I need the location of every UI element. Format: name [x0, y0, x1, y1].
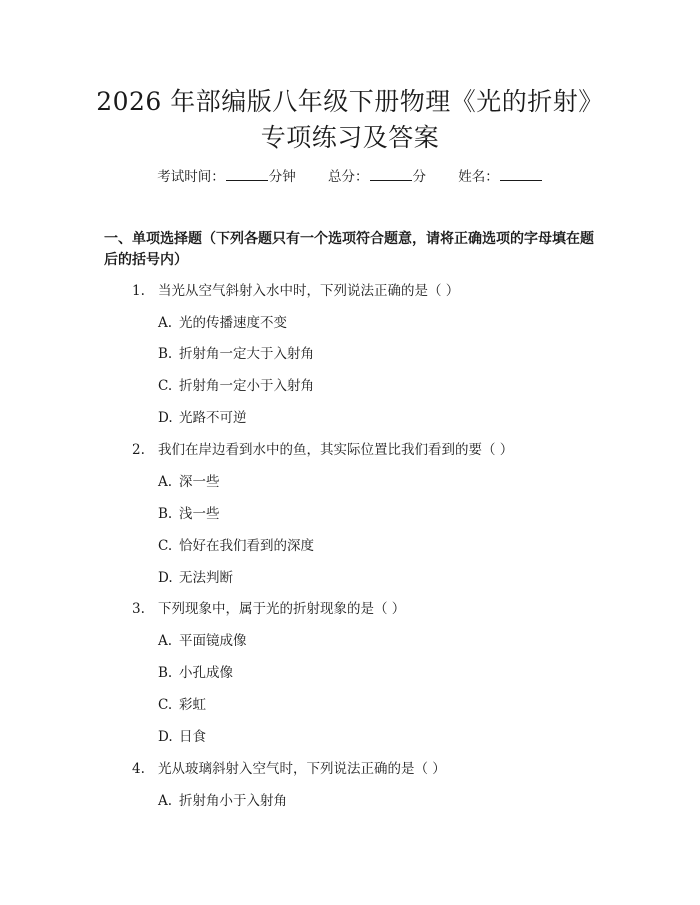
option-letter: B. — [158, 506, 173, 522]
question-number: 1. — [132, 283, 145, 299]
student-name-label: 姓名： — [458, 169, 499, 185]
option-text: 平面镜成像 — [179, 633, 247, 649]
question-1 — [132, 281, 459, 301]
option-letter: C. — [158, 378, 173, 394]
question-text: 当光从空气斜射入水中时，下列说法正确的是（ ） — [158, 283, 460, 299]
total-score-field — [328, 169, 430, 185]
option-text: 浅一些 — [179, 506, 220, 522]
question-1-option-c[interactable] — [158, 376, 314, 396]
option-letter: C. — [158, 697, 173, 713]
option-letter: B. — [158, 665, 173, 681]
option-text: 光的传播速度不变 — [179, 315, 287, 331]
exam-meta-line — [0, 166, 700, 188]
question-text: 光从玻璃斜射入空气时，下列说法正确的是（ ） — [158, 761, 446, 777]
option-text: 深一些 — [179, 474, 220, 490]
option-text: 折射角一定小于入射角 — [179, 378, 314, 394]
total-score-label: 总分： — [328, 169, 369, 185]
option-letter: A. — [158, 315, 173, 331]
option-text: 折射角一定大于入射角 — [179, 346, 314, 362]
option-text: 无法判断 — [179, 570, 233, 586]
question-number: 2. — [132, 442, 145, 458]
question-3-option-a[interactable] — [158, 631, 247, 651]
question-1-option-b[interactable] — [158, 344, 314, 364]
option-text: 小孔成像 — [179, 665, 233, 681]
question-number: 3. — [132, 601, 145, 617]
option-letter: A. — [158, 633, 173, 649]
option-text: 彩虹 — [179, 697, 206, 713]
question-2 — [132, 440, 513, 460]
question-2-option-b[interactable] — [158, 504, 220, 524]
option-text: 恰好在我们看到的深度 — [179, 538, 314, 554]
student-name-blank[interactable] — [500, 166, 542, 181]
question-2-option-c[interactable] — [158, 536, 314, 556]
question-text: 下列现象中，属于光的折射现象的是（ ） — [158, 601, 406, 617]
option-letter: B. — [158, 346, 173, 362]
exam-time-blank[interactable] — [226, 166, 268, 181]
option-letter: D. — [158, 729, 173, 745]
option-letter: A. — [158, 474, 173, 490]
question-2-option-d[interactable] — [158, 568, 233, 588]
question-3-option-c[interactable] — [158, 695, 206, 715]
question-text: 我们在岸边看到水中的鱼，其实际位置比我们看到的要（ ） — [158, 442, 514, 458]
question-4-option-a[interactable] — [158, 791, 287, 811]
question-1-option-a[interactable] — [158, 313, 287, 333]
option-letter: D. — [158, 410, 173, 426]
document-title-line1: 2026 年部编版八年级下册物理《光的折射》 — [96, 87, 604, 116]
question-2-option-a[interactable] — [158, 472, 220, 492]
student-name-field — [458, 169, 543, 185]
document-title-line2: 专项练习及答案 — [260, 123, 440, 152]
option-text: 折射角小于入射角 — [179, 793, 287, 809]
section-heading: 一、单项选择题（下列各题只有一个选项符合题意，请将正确选项的字母填在题后的括号内） — [104, 231, 594, 268]
exam-time-label: 考试时间： — [157, 169, 225, 185]
question-4 — [132, 759, 446, 779]
question-1-option-d[interactable] — [158, 408, 247, 428]
option-letter: D. — [158, 570, 173, 586]
total-score-blank[interactable] — [370, 166, 412, 181]
option-letter: C. — [158, 538, 173, 554]
question-3-option-d[interactable] — [158, 727, 206, 747]
exam-time-field — [157, 169, 300, 185]
option-text: 日食 — [179, 729, 206, 745]
option-text: 光路不可逆 — [179, 410, 247, 426]
question-number: 4. — [132, 761, 145, 777]
option-letter: A. — [158, 793, 173, 809]
question-3 — [132, 599, 405, 619]
total-score-unit: 分 — [412, 169, 426, 185]
question-3-option-b[interactable] — [158, 663, 233, 683]
exam-time-unit: 分钟 — [268, 169, 296, 185]
